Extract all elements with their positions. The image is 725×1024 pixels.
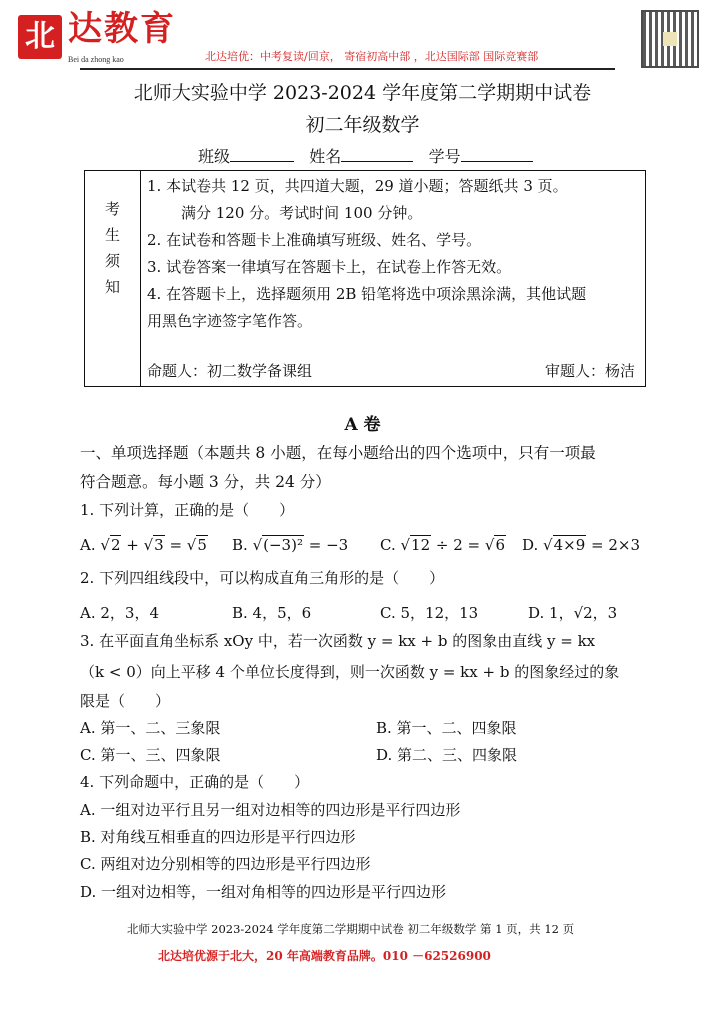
section-title: A 卷 <box>344 415 381 435</box>
question-3-stem: （k < 0）向上平移 4 个单位长度得到，则一次函数 y = kx + b 的图象经过的象 <box>80 663 620 681</box>
page-title: 北师大实验中学 2023-2024 学年度第二学期期中试卷 <box>133 82 592 104</box>
option-letter: A. <box>80 536 96 554</box>
option-letter: D. <box>522 536 539 554</box>
notice-label <box>85 171 141 386</box>
page-footer: 北师大实验中学 2023-2024 学年度第二学期期中试卷 初二年级数学 第 1 页，共 12 页 <box>127 922 575 936</box>
q3-option-c: C. 第一、三、四象限 <box>80 746 221 764</box>
logo-subtitle: Bei da zhong kao <box>68 55 124 64</box>
notice-item: 4. 在答题卡上，选择题须用 2B 铅笔将选中项涂黑涂满，其他试题 <box>147 285 587 303</box>
q3-option-a: A. 第一、二、三象限 <box>80 719 221 737</box>
notice-author: 命题人：初二数学备课组 <box>147 362 313 380</box>
notice-reviewer: 审题人：杨洁 <box>544 362 635 380</box>
part-heading: 符合题意。每小题 3 分，共 24 分） <box>80 473 331 491</box>
class-label: 班级 <box>198 147 231 166</box>
question-2-stem: 2. 下列四组线段中，可以构成直角三角形的是（ ） <box>80 569 445 587</box>
notice-box <box>84 170 646 387</box>
notice-item: 用黑色字迹签字笔作答。 <box>147 312 313 330</box>
page-subtitle: 初二年级数学 <box>305 114 420 136</box>
q2-option-b: B. 4，5，6 <box>232 604 312 622</box>
q4-option-d: D. 一组对边相等，一组对角相等的四边形是平行四边形 <box>80 883 447 901</box>
notice-label-char: 生 <box>105 226 121 244</box>
q3-option-b: B. 第一、二、四象限 <box>376 719 517 737</box>
notice-label-char: 考 <box>105 200 121 218</box>
notice-item: 2. 在试卷和答题卡上准确填写班级、姓名、学号。 <box>147 231 482 249</box>
notice-item: 3. 试卷答案一律填写在答题卡上，在试卷上作答无效。 <box>147 258 512 276</box>
question-1-stem: 1. 下列计算，正确的是（ ） <box>80 501 295 519</box>
name-label: 姓名 <box>309 147 342 166</box>
question-3-stem: 3. 在平面直角坐标系 xOy 中，若一次函数 y = kx + b 的图象由直线 y = kx <box>80 632 596 650</box>
q2-option-c: C. 5，12，13 <box>380 604 479 622</box>
option-letter: B. <box>232 536 248 554</box>
part-heading: 一、单项选择题（本题共 8 小题，在每小题给出的四个选项中，只有一项最 <box>80 444 596 462</box>
q2-option-a: A. 2，3，4 <box>80 604 159 622</box>
q4-option-c: C. 两组对边分别相等的四边形是平行四边形 <box>80 855 371 873</box>
q2-option-d: D. 1，√2，3 <box>528 604 618 622</box>
notice-item: 满分 120 分。考试时间 100 分钟。 <box>181 204 423 222</box>
header-slogan: 北达培优：中考复读/回京， 寄宿初高中部 ，北达国际部 国际竞赛部 <box>205 50 539 63</box>
notice-label-char: 知 <box>105 278 121 296</box>
q4-option-a: A. 一组对边平行且另一组对边相等的四边形是平行四边形 <box>80 801 461 819</box>
logo-text: 达教育 <box>68 9 176 49</box>
q4-option-b: B. 对角线互相垂直的四边形是平行四边形 <box>80 828 356 846</box>
footer-ad: 北达培优源于北大，20 年高端教育品牌。010 －62526900 <box>158 949 491 963</box>
q1-option-c: C. √12 ÷ 2 = √6 <box>380 536 505 554</box>
question-3-stem: 限是（ ） <box>80 692 171 710</box>
question-4-stem: 4. 下列命题中，正确的是（ ） <box>80 773 310 791</box>
qr-code-icon <box>641 10 699 68</box>
number-label: 学号 <box>428 147 461 166</box>
q1-option-a: A. √2 + √3 = √5 <box>80 536 207 554</box>
notice-item: 1. 本试卷共 12 页，共四道大题，29 道小题；答题纸共 3 页。 <box>147 177 568 195</box>
q1-option-d: D. √4×9 = 2×3 <box>522 536 641 554</box>
header-divider <box>80 68 615 70</box>
option-letter: C. <box>380 536 396 554</box>
notice-label-char: 须 <box>105 252 121 270</box>
student-fields <box>198 147 533 167</box>
logo-mark: 北 <box>18 15 62 59</box>
q1-option-b: B. √(−3)² = −3 <box>232 536 349 554</box>
q3-option-d: D. 第二、三、四象限 <box>376 746 518 764</box>
